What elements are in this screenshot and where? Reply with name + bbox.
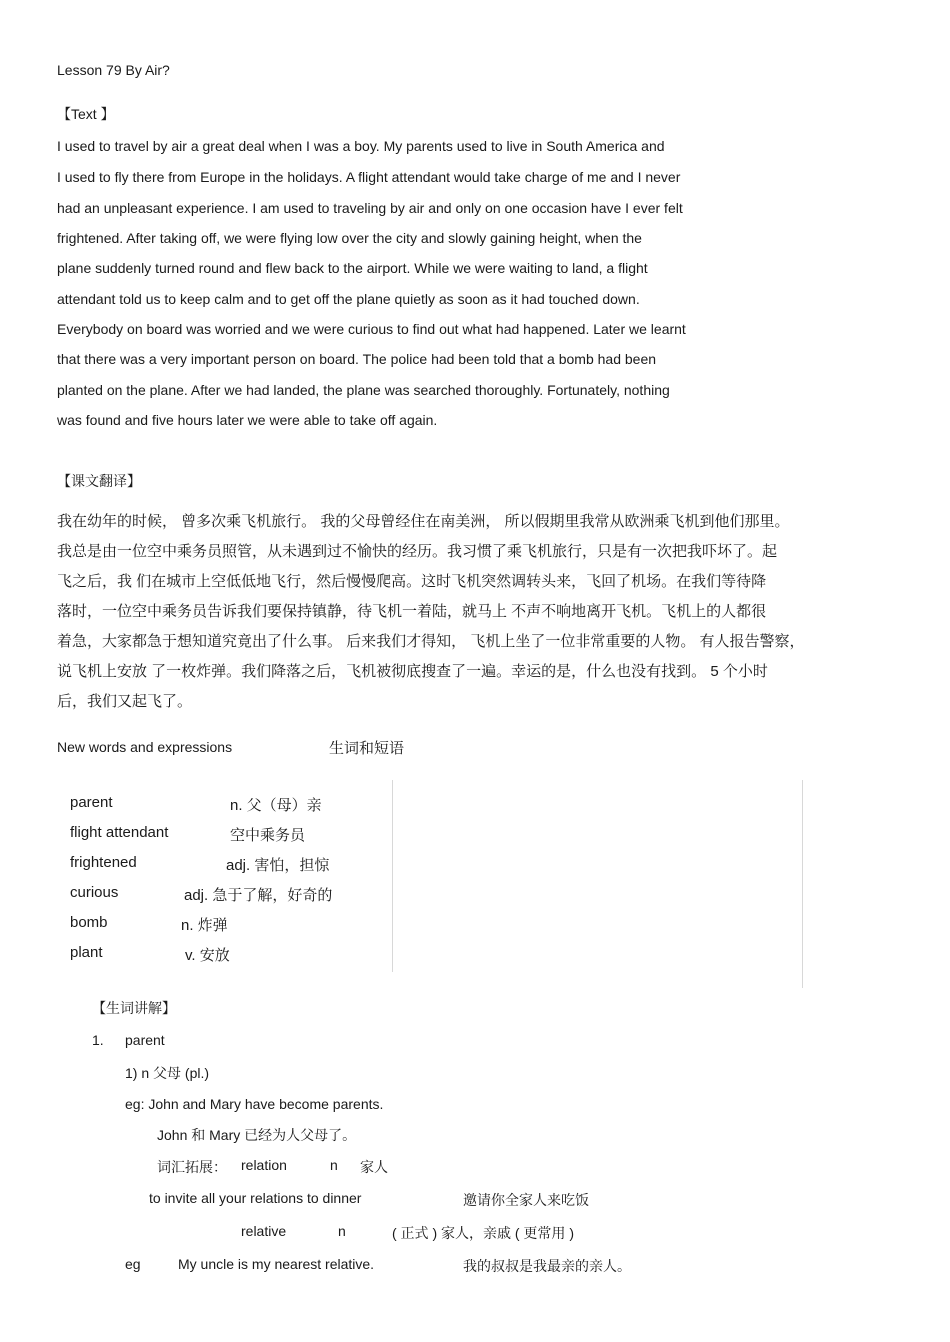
translation-line: 说飞机上安放 了一枚炸弹。我们降落之后，飞机被彻底搜查了一遍。幸运的是，什么也没有找到。 5 个小时 <box>57 663 768 680</box>
text-section-header: 【Text 】 <box>57 106 115 122</box>
explain-word: parent <box>125 1032 165 1048</box>
text-line: that there was a very important person on board. The police had been told that a bomb had been <box>57 351 657 367</box>
lesson-title: Lesson 79 By Air? <box>57 62 170 78</box>
explain-number: 1. <box>92 1032 104 1048</box>
explain-sense: 1) n 父母 (pl.) <box>125 1065 210 1081</box>
related-meaning: ( 正式 ) 家人，亲戚 ( 更常用 ) <box>392 1225 574 1241</box>
translation-line: 落时，一位空中乘务员告诉我们要保持镇静，待飞机一着陆，就马上 不声不响地离开飞机。飞机上的人都很 <box>57 603 767 620</box>
example-en: eg: John and Mary have become parents. <box>125 1096 384 1112</box>
text-line: had an unpleasant experience. I am used to traveling by air and only on one occasion have I ever felt <box>57 200 683 216</box>
translation-header: 【课文翻译】 <box>57 473 141 489</box>
text-line: frightened. After taking off, we were flying low over the city and slowly gaining height, when the <box>57 230 642 246</box>
table-divider <box>802 780 803 988</box>
vocab-header-zh: 生词和短语 <box>329 740 405 757</box>
vocab-definition: adj. 害怕，担惊 <box>226 857 330 874</box>
text-line: plane suddenly turned round and flew back to the airport. While we were waiting to land, a flight <box>57 260 648 276</box>
vocab-word: flight attendant <box>70 824 169 841</box>
example2-zh: 我的叔叔是我最亲的亲人。 <box>463 1258 631 1274</box>
vocab-word: frightened <box>70 854 137 871</box>
text-line: Everybody on board was worried and we were curious to find out what had happened. Later we learnt <box>57 321 686 337</box>
vocab-definition: n. 炸弹 <box>181 917 228 934</box>
vocab-definition: 空中乘务员 <box>230 827 306 844</box>
text-line: was found and five hours later we were able to take off again. <box>57 412 438 428</box>
translation-line: 我总是由一位空中乘务员照管，从未遇到过不愉快的经历。我习惯了乘飞机旅行，只是有一次把我吓坏了。起 <box>57 543 778 560</box>
explain-header: 【生词讲解】 <box>92 1000 176 1016</box>
text-line: I used to fly there from Europe in the holidays. A flight attendant would take charge of me and I never <box>57 169 681 185</box>
extension-meaning: 家人 <box>360 1159 388 1175</box>
text-line: attendant told us to keep calm and to get off the plane quietly as soon as it had touched down. <box>57 291 640 307</box>
vocab-header-en: New words and expressions <box>57 739 233 755</box>
extension-label: 词汇拓展： <box>157 1159 227 1175</box>
vocab-word: plant <box>70 944 103 961</box>
vocab-word: curious <box>70 884 119 901</box>
extension-word: relation <box>241 1157 287 1173</box>
example2-en: My uncle is my nearest relative. <box>178 1256 375 1272</box>
vocab-word: bomb <box>70 914 108 931</box>
translation-line: 我在幼年的时候， 曾多次乘飞机旅行。 我的父母曾经住在南美洲， 所以假期里我常从欧洲乘飞机到他们那里。 <box>57 513 790 530</box>
vocab-word: parent <box>70 794 113 811</box>
related-pos: n <box>338 1223 346 1239</box>
translation-line: 后，我们又起飞了。 <box>57 693 193 710</box>
translation-line: 着急，大家都急于想知道究竟出了什么事。 后来我们才得知， 飞机上坐了一位非常重要的人物。 有人报告警察， <box>57 633 805 650</box>
table-divider <box>392 780 393 972</box>
related-word: relative <box>241 1223 287 1239</box>
extension-pos: n <box>330 1157 338 1173</box>
collocation-en: to invite all your relations to dinner <box>149 1190 362 1206</box>
text-line: planted on the plane. After we had landed, the plane was searched thoroughly. Fortunately, nothing <box>57 382 670 398</box>
vocab-definition: n. 父（母）亲 <box>230 797 322 814</box>
vocab-definition: adj. 急于了解，好奇的 <box>184 887 333 904</box>
translation-line: 飞之后，我 们在城市上空低低地飞行，然后慢慢爬高。这时飞机突然调转头来，飞回了机场。在我们等待降 <box>57 573 767 590</box>
example-zh: John 和 Mary 已经为人父母了。 <box>157 1127 357 1143</box>
collocation-zh: 邀请你全家人来吃饭 <box>463 1192 589 1208</box>
text-line: I used to travel by air a great deal when I was a boy. My parents used to live in South America and <box>57 138 665 154</box>
example2-label: eg <box>125 1256 141 1272</box>
vocab-definition: v. 安放 <box>185 947 230 964</box>
